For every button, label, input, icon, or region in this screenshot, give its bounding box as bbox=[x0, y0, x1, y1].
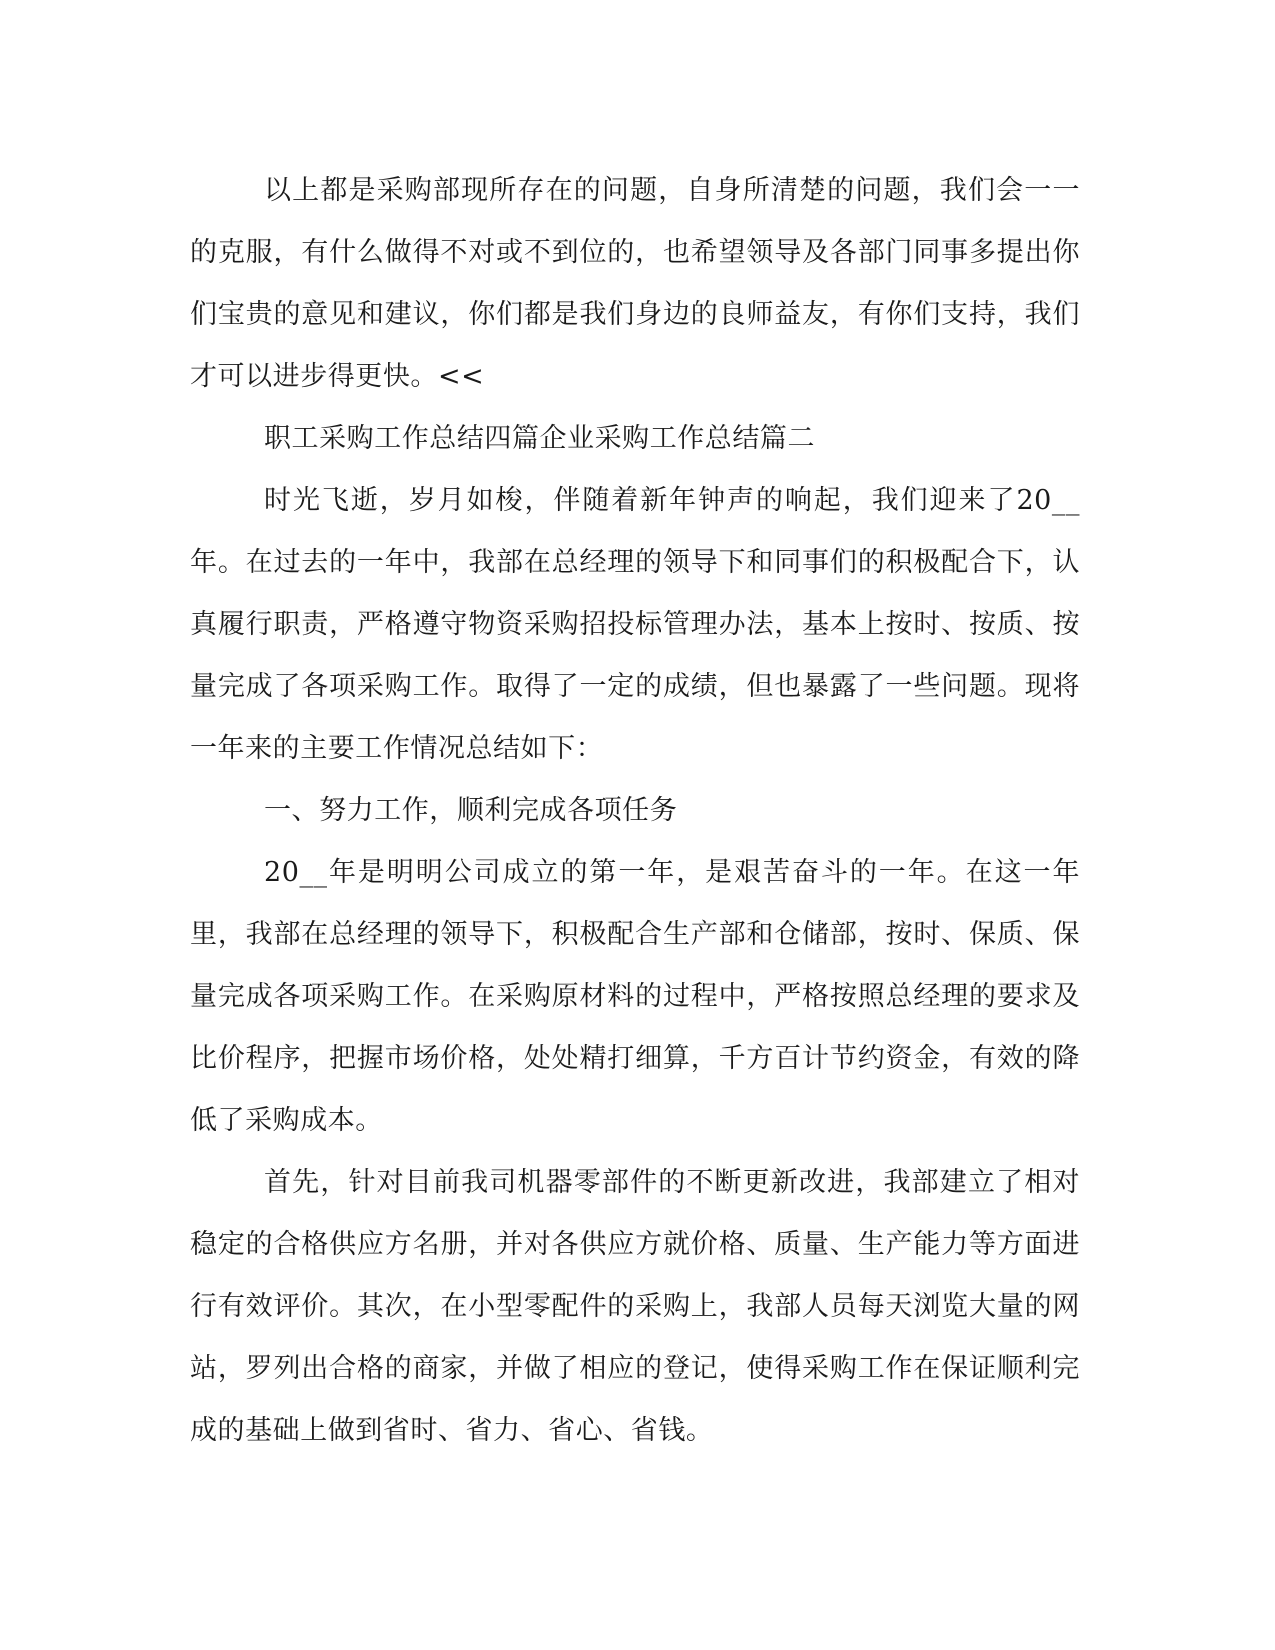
paragraph-intro: 时光飞逝，岁月如梭，伴随着新年钟声的响起，我们迎来了20__年。在过去的一年中，我部在总经理的领导下和同事们的积极配合下，认真履行职责，严格遵守物资采购招投标管理办法，基本上按时、按质、按量完成了各项采购工作。取得了一定的成绩，但也暴露了一些问题。现将一年来的主要工作情况总结如下： bbox=[190, 485, 1080, 764]
document-body bbox=[190, 160, 1080, 1462]
paragraph-suppliers: 首先，针对目前我司机器零部件的不断更新改进，我部建立了相对稳定的合格供应方名册，并对各供应方就价格、质量、生产能力等方面进行有效评价。其次，在小型零配件的采购上，我部人员每天浏览大量的网站，罗列出合格的商家，并做了相应的登记，使得采购工作在保证顺利完成的基础上做到省时、省力、省心、省钱。 bbox=[190, 1167, 1080, 1446]
section-title: 职工采购工作总结四篇企业采购工作总结篇二 bbox=[264, 423, 815, 454]
paragraph-closing-remarks: 以上都是采购部现所存在的问题，自身所清楚的问题，我们会一一的克服，有什么做得不对或不到位的，也希望领导及各部门同事多提出你们宝贵的意见和建议，你们都是我们身边的良师益友，有你们支持，我们才可以进步得更快。<< bbox=[190, 175, 1080, 392]
heading-part-one: 一、努力工作，顺利完成各项任务 bbox=[264, 795, 678, 826]
paragraph-first-year: 20__年是明明公司成立的第一年，是艰苦奋斗的一年。在这一年里，我部在总经理的领导下，积极配合生产部和仓储部，按时、保质、保量完成各项采购工作。在采购原材料的过程中，严格按照总经理的要求及比价程序，把握市场价格，处处精打细算，千方百计节约资金，有效的降低了采购成本。 bbox=[190, 857, 1080, 1136]
